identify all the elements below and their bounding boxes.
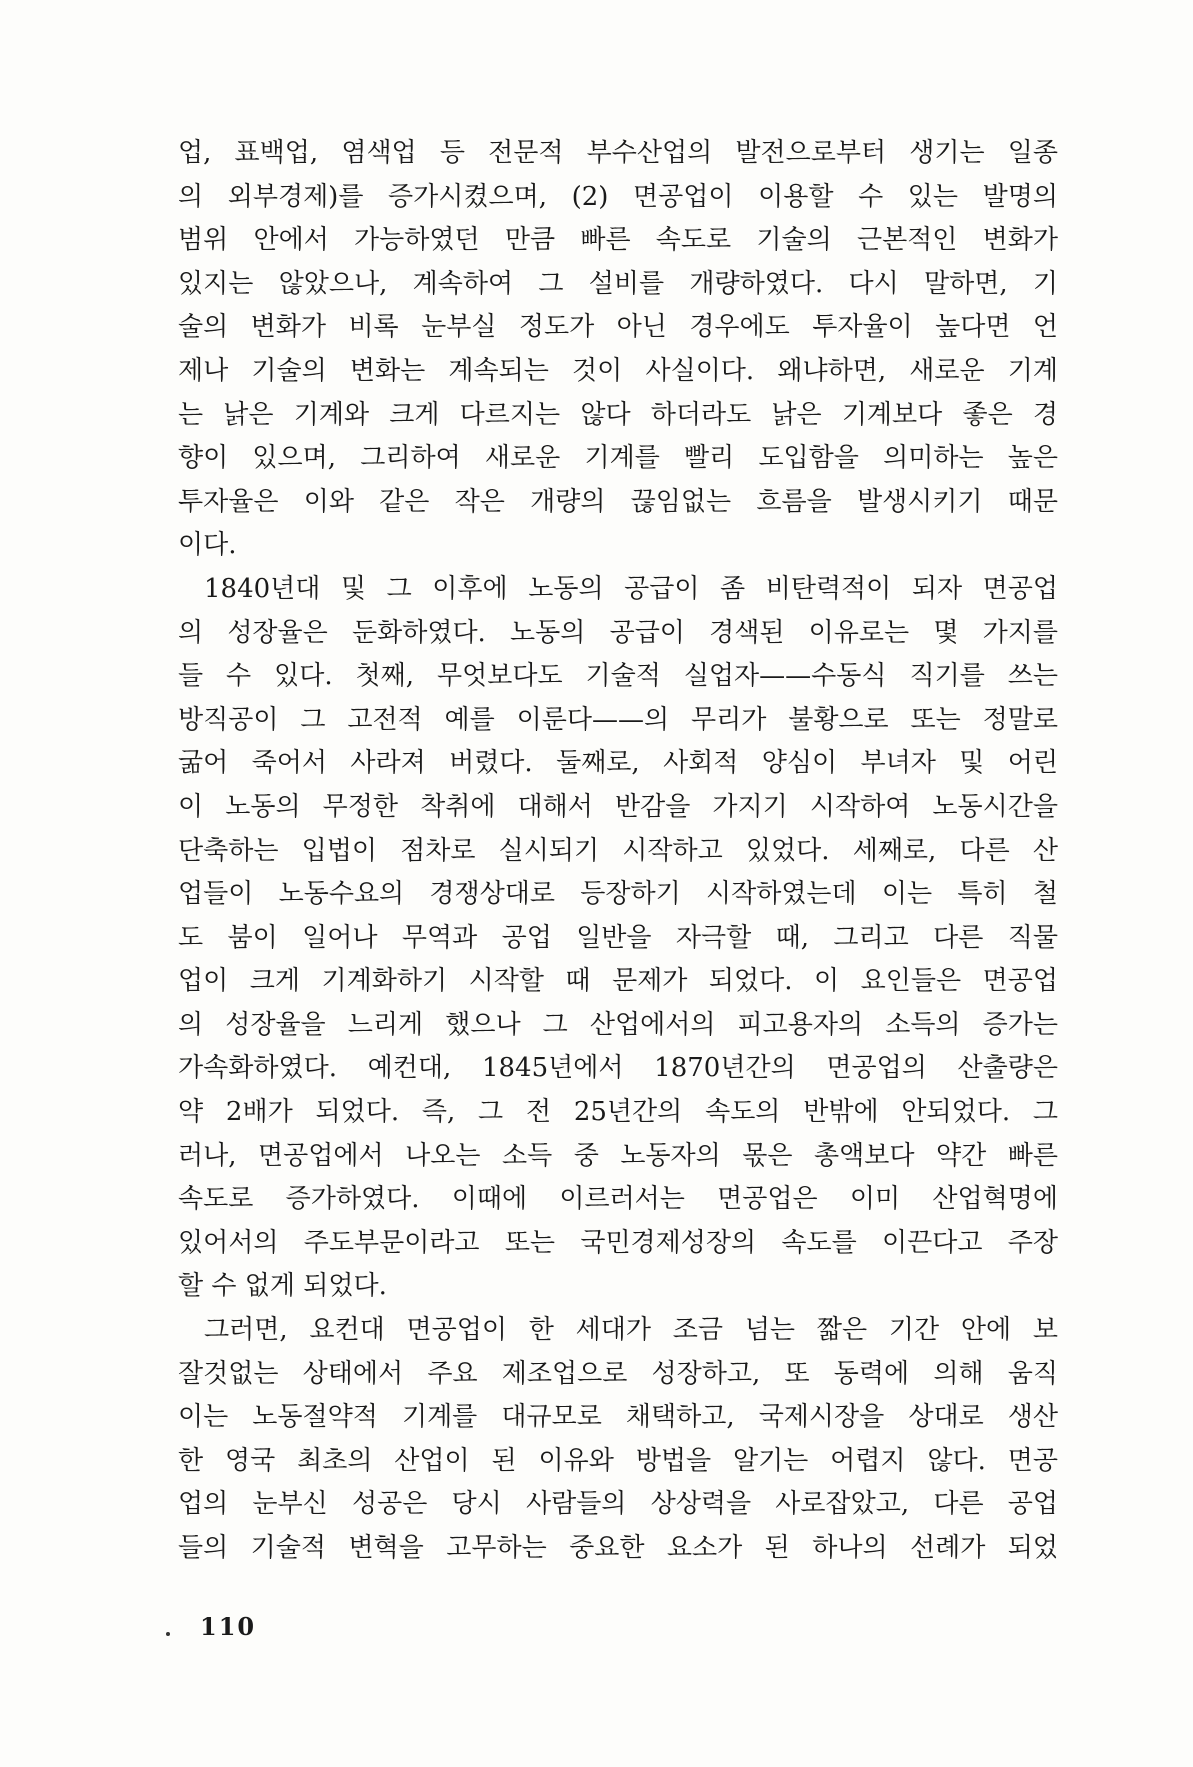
text-line: 도 붐이 일어나 무역과 공업 일반을 자극할 때, 그리고 다른 직물	[178, 922, 1058, 953]
text-line: 업들이 노동수요의 경쟁상대로 등장하기 시작하였는데 이는 특히 철	[178, 879, 1058, 910]
text-line: 속도로 증가하였다. 이때에 이르러서는 면공업은 이미 산업혁명에	[178, 1184, 1058, 1215]
text-line: 투자율은 이와 같은 작은 개량의 끊임없는 흐름을 발생시키기 때문	[178, 486, 1058, 517]
body-text	[178, 132, 1058, 1571]
text-line: 있어서의 주도부문이라고 또는 국민경제성장의 속도를 이끈다고 주장	[178, 1227, 1058, 1258]
text-line: 1840년대 및 그 이후에 노동의 공급이 좀 비탄력적이 되자 면공업	[204, 573, 1058, 604]
text-line: 굶어 죽어서 사라져 버렸다. 둘째로, 사회적 양심이 부녀자 및 어린	[178, 748, 1058, 779]
page-number: 110	[200, 1612, 257, 1641]
text-line: 업의 눈부신 성공은 당시 사람들의 상상력을 사로잡았고, 다른 공업	[178, 1489, 1058, 1520]
text-line: 향이 있으며, 그리하여 새로운 기계를 빨리 도입함을 의미하는 높은	[178, 443, 1058, 474]
text-line: 이는 노동절약적 기계를 대규모로 채택하고, 국제시장을 상대로 생산	[178, 1402, 1058, 1433]
text-line: 러나, 면공업에서 나오는 소득 중 노동자의 몫은 총액보다 약간 빠른	[178, 1140, 1058, 1171]
margin-dot	[166, 1632, 170, 1636]
text-line: 할 수 없게 되었다.	[178, 1271, 387, 1302]
text-line: 가속화하였다. 예컨대, 1845년에서 1870년간의 면공업의 산출량은	[178, 1053, 1058, 1084]
text-line: 들의 기술적 변혁을 고무하는 중요한 요소가 된 하나의 선례가 되었	[178, 1533, 1058, 1563]
text-line: 들 수 있다. 첫째, 무엇보다도 기술적 실업자——수동식 직기를 쓰는	[178, 661, 1058, 692]
text-line: 한 영국 최초의 산업이 된 이유와 방법을 알기는 어렵지 않다. 면공	[178, 1445, 1058, 1476]
text-line: 의 성장율을 느리게 했으나 그 산업에서의 피고용자의 소득의 증가는	[178, 1009, 1058, 1040]
text-line: 술의 변화가 비록 눈부실 정도가 아닌 경우에도 투자율이 높다면 언	[178, 312, 1058, 343]
text-line: 제나 기술의 변화는 계속되는 것이 사실이다. 왜냐하면, 새로운 기계	[178, 355, 1058, 386]
text-line: 이다.	[178, 530, 237, 561]
text-line: 업, 표백업, 염색업 등 전문적 부수산업의 발전으로부터 생기는 일종	[178, 138, 1058, 168]
text-line: 의 성장율은 둔화하였다. 노동의 공급이 경색된 이유로는 몇 가지를	[178, 617, 1058, 648]
text-line: 잘것없는 상태에서 주요 제조업으로 성장하고, 또 동력에 의해 움직	[178, 1358, 1058, 1389]
text-line: 약 2배가 되었다. 즉, 그 전 25년간의 속도의 반밖에 안되었다. 그	[178, 1097, 1058, 1128]
text-line: 의 외부경제)를 증가시켰으며, (2) 면공업이 이용할 수 있는 발명의	[178, 181, 1058, 212]
text-line: 있지는 않았으나, 계속하여 그 설비를 개량하였다. 다시 말하면, 기	[178, 268, 1058, 299]
text-line: 그러면, 요컨대 면공업이 한 세대가 조금 넘는 짧은 기간 안에 보	[204, 1315, 1058, 1346]
text-line: 방직공이 그 고전적 예를 이룬다——의 무리가 불황으로 또는 정말로	[178, 704, 1058, 735]
text-line: 이 노동의 무정한 착취에 대해서 반감을 가지기 시작하여 노동시간을	[178, 791, 1058, 822]
text-line: 단축하는 입법이 점차로 실시되기 시작하고 있었다. 세째로, 다른 산	[178, 835, 1058, 866]
text-line: 범위 안에서 가능하였던 만큼 빠른 속도로 기술의 근본적인 변화가	[178, 225, 1058, 256]
text-line: 는 낡은 기계와 크게 다르지는 않다 하더라도 낡은 기계보다 좋은 경	[178, 399, 1058, 430]
text-line: 업이 크게 기계화하기 시작할 때 문제가 되었다. 이 요인들은 면공업	[178, 966, 1058, 997]
